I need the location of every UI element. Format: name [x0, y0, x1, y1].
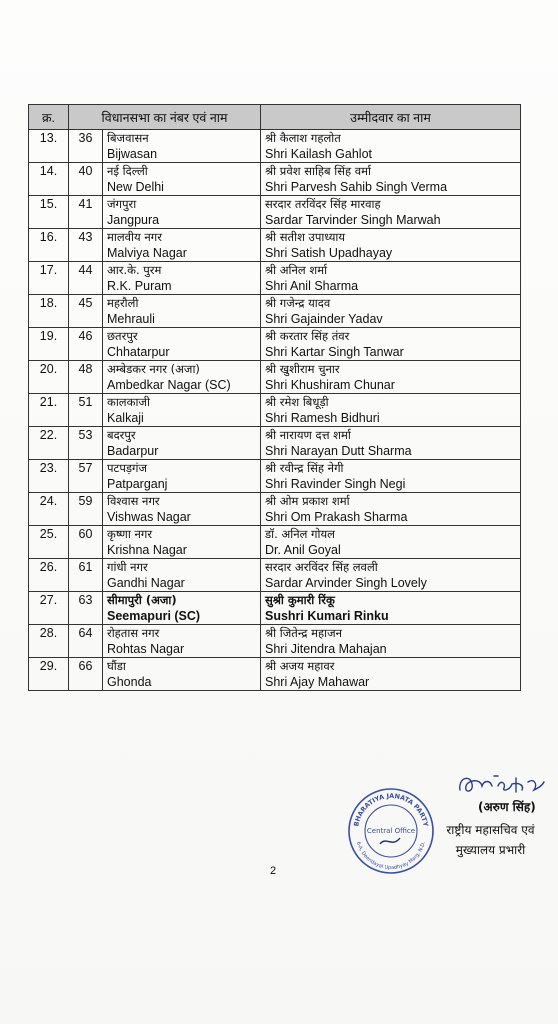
table-header-row [29, 105, 521, 130]
constituency-cell [103, 493, 261, 526]
serial-cell [29, 262, 69, 295]
constituency-name-english: Patparganj [107, 477, 168, 491]
serial-cell [29, 130, 69, 163]
serial-number: 26. [39, 560, 58, 574]
constituency-name-english: R.K. Puram [107, 279, 172, 293]
table-body [29, 130, 521, 691]
constituency-name-hindi: कृष्णा नगर [107, 527, 153, 541]
candidate-name-english: Shri Kartar Singh Tanwar [265, 345, 404, 359]
header-serial: क्र. [29, 105, 69, 130]
header-candidate: उम्मीदवार का नाम [261, 105, 521, 130]
candidate-name-english: Shri Khushiram Chunar [265, 378, 395, 392]
constituency-name-hindi: अम्बेडकर नगर (अजा) [107, 362, 200, 376]
constituency-cell [103, 658, 261, 691]
ac-number-cell [69, 526, 103, 559]
constituency-name-hindi: छतरपुर [107, 329, 138, 343]
serial-cell [29, 196, 69, 229]
table-row [29, 592, 521, 625]
ac-number-cell [69, 229, 103, 262]
candidate-cell [261, 295, 521, 328]
constituency-name-hindi: नई दिल्ली [107, 164, 148, 178]
candidate-name-hindi: सुश्री कुमारी रिंकू [265, 593, 335, 607]
candidate-cell [261, 592, 521, 625]
serial-cell [29, 493, 69, 526]
serial-number: 14. [39, 164, 58, 178]
candidate-name-hindi: श्री जितेन्द्र महाजन [265, 626, 343, 640]
constituency-cell [103, 427, 261, 460]
candidate-name-english: Shri Ajay Mahawar [265, 675, 370, 689]
candidate-cell [261, 493, 521, 526]
constituency-name-hindi: मालवीय नगर [107, 230, 162, 244]
constituency-cell [103, 625, 261, 658]
stamp-center-text: Central Office [366, 827, 416, 835]
constituency-cell [103, 229, 261, 262]
ac-number: 61 [78, 560, 93, 574]
constituency-cell [103, 262, 261, 295]
serial-number: 15. [39, 197, 58, 211]
constituency-name-english: Rohtas Nagar [107, 642, 185, 656]
constituency-name-english: Badarpur [107, 444, 159, 458]
ac-number-cell [69, 559, 103, 592]
serial-cell [29, 295, 69, 328]
table-row [29, 262, 521, 295]
candidate-name-english: Sardar Arvinder Singh Lovely [265, 576, 427, 590]
candidate-name-hindi: डॉ. अनिल गोयल [265, 527, 335, 541]
candidate-cell [261, 130, 521, 163]
candidate-name-hindi: श्री अजय महावर [265, 659, 335, 673]
constituency-name-english: Vishwas Nagar [107, 510, 191, 524]
serial-number: 21. [39, 395, 58, 409]
table-row [29, 295, 521, 328]
candidate-name-hindi: सरदार अरविंदर सिंह लवली [265, 560, 378, 574]
ac-number-cell [69, 427, 103, 460]
ac-number: 66 [78, 659, 93, 673]
ac-number: 63 [78, 593, 93, 607]
candidate-name-english: Shri Jitendra Mahajan [265, 642, 387, 656]
table-row [29, 559, 521, 592]
candidate-name-english: Shri Ravinder Singh Negi [265, 477, 406, 491]
party-office-stamp [346, 786, 436, 876]
ac-number-cell [69, 592, 103, 625]
serial-cell [29, 658, 69, 691]
table-row [29, 493, 521, 526]
candidate-name-english: Shri Kailash Gahlot [265, 147, 373, 161]
serial-cell [29, 163, 69, 196]
serial-number: 19. [39, 329, 58, 343]
signature-scribble [454, 770, 549, 800]
ac-number: 60 [78, 527, 93, 541]
serial-cell [29, 229, 69, 262]
candidate-name-hindi: श्री रमेश बिधूड़ी [265, 395, 329, 409]
candidate-name-english: Shri Gajainder Yadav [265, 312, 383, 326]
constituency-cell [103, 163, 261, 196]
constituency-name-english: Ambedkar Nagar (SC) [107, 378, 231, 392]
candidate-cell [261, 328, 521, 361]
constituency-cell [103, 295, 261, 328]
candidate-name-hindi: श्री रवीन्द्र सिंह नेगी [265, 461, 344, 475]
serial-cell [29, 394, 69, 427]
constituency-name-hindi: बिजवासन [107, 131, 149, 145]
signatory-name: (अरुण सिंह) [478, 800, 536, 814]
ac-number-cell [69, 196, 103, 229]
constituency-name-english: Mehrauli [107, 312, 155, 326]
candidate-cell [261, 394, 521, 427]
serial-number: 23. [39, 461, 58, 475]
constituency-name-hindi: जंगपुरा [107, 197, 137, 211]
candidate-name-hindi: श्री सतीश उपाध्याय [265, 230, 346, 244]
candidate-cell [261, 658, 521, 691]
constituency-name-hindi: रोहतास नगर [107, 626, 160, 640]
table-row [29, 328, 521, 361]
constituency-name-hindi: आर.के. पुरम [107, 263, 162, 277]
candidate-name-english: Shri Om Prakash Sharma [265, 510, 408, 524]
serial-cell [29, 427, 69, 460]
candidate-name-english: Shri Narayan Dutt Sharma [265, 444, 412, 458]
constituency-cell [103, 460, 261, 493]
ac-number-cell [69, 361, 103, 394]
serial-number: 24. [39, 494, 58, 508]
table-row [29, 130, 521, 163]
ac-number: 57 [78, 461, 93, 475]
ac-number: 46 [78, 329, 93, 343]
ac-number: 48 [78, 362, 93, 376]
constituency-cell [103, 394, 261, 427]
constituency-cell [103, 196, 261, 229]
constituency-name-english: Krishna Nagar [107, 543, 187, 557]
candidate-cell [261, 526, 521, 559]
serial-cell [29, 625, 69, 658]
page-number: 2 [270, 865, 277, 877]
constituency-name-hindi: कालकाजी [107, 395, 150, 409]
serial-cell [29, 526, 69, 559]
constituency-cell [103, 130, 261, 163]
ac-number: 36 [78, 131, 93, 145]
ac-number: 64 [78, 626, 93, 640]
stamp-initials-mark [380, 838, 400, 844]
serial-number: 22. [39, 428, 58, 442]
serial-cell [29, 559, 69, 592]
table-row [29, 658, 521, 691]
ac-number: 41 [78, 197, 93, 211]
candidate-name-hindi: सरदार तरविंदर सिंह मारवाह [265, 197, 381, 211]
constituency-name-english: Kalkaji [107, 411, 144, 425]
candidate-cell [261, 625, 521, 658]
constituency-name-hindi: महरौली [107, 296, 139, 310]
candidate-name-english: Shri Satish Upadhayay [265, 246, 393, 260]
table-row [29, 427, 521, 460]
serial-cell [29, 460, 69, 493]
ac-number-cell [69, 394, 103, 427]
ac-number: 40 [78, 164, 93, 178]
serial-number: 16. [39, 230, 58, 244]
signatory-title [428, 820, 553, 860]
constituency-name-english: Bijwasan [107, 147, 158, 161]
constituency-name-english: Ghonda [107, 675, 152, 689]
candidate-name-hindi: श्री प्रवेश साहिब सिंह वर्मा [265, 164, 372, 178]
candidate-cell [261, 427, 521, 460]
ac-number-cell [69, 493, 103, 526]
candidate-name-hindi: श्री गजेन्द्र यादव [265, 296, 331, 310]
candidate-cell [261, 460, 521, 493]
serial-number: 13. [39, 131, 58, 145]
table-row [29, 625, 521, 658]
constituency-name-hindi: गांधी नगर [107, 560, 148, 574]
ac-number-cell [69, 460, 103, 493]
candidate-name-hindi: श्री अनिल शर्मा [265, 263, 328, 277]
stamp-address-text: 6-A, Deendayal Upadhyay Marg, N.D. [354, 840, 428, 872]
serial-cell [29, 361, 69, 394]
ac-number: 43 [78, 230, 93, 244]
serial-number: 29. [39, 659, 58, 673]
serial-number: 20. [39, 362, 58, 376]
table-row [29, 361, 521, 394]
constituency-name-hindi: पटपड़गंज [107, 461, 148, 475]
candidate-cell [261, 163, 521, 196]
constituency-cell [103, 592, 261, 625]
candidate-name-hindi: श्री नारायण दत्त शर्मा [265, 428, 351, 442]
header-constituency: विधानसभा का नंबर एवं नाम [69, 105, 261, 130]
candidate-cell [261, 559, 521, 592]
ac-number: 59 [78, 494, 93, 508]
ac-number: 53 [78, 428, 93, 442]
signatory-title-line1: राष्ट्रीय महासचिव एवं [446, 823, 535, 837]
ac-number: 45 [78, 296, 93, 310]
ac-number-cell [69, 163, 103, 196]
constituency-cell [103, 328, 261, 361]
constituency-name-hindi: सीमापुरी (अजा) [107, 593, 177, 607]
constituency-name-english: Jangpura [107, 213, 160, 227]
candidate-name-english: Sushri Kumari Rinku [265, 609, 389, 623]
table-row [29, 460, 521, 493]
table-row [29, 526, 521, 559]
constituency-name-english: Seemapuri (SC) [107, 609, 201, 623]
constituency-name-hindi: घौंडा [107, 659, 126, 673]
candidate-name-english: Shri Ramesh Bidhuri [265, 411, 380, 425]
svg-text:BHARATIYA JANATA PARTY [352, 792, 429, 827]
signatory-title-line2: मुख्यालय प्रभारी [455, 843, 526, 857]
table-row [29, 394, 521, 427]
table-row [29, 229, 521, 262]
constituency-cell [103, 526, 261, 559]
ac-number-cell [69, 130, 103, 163]
candidate-name-english: Dr. Anil Goyal [265, 543, 341, 557]
candidate-name-hindi: श्री खुशीराम चुनार [265, 362, 340, 376]
ac-number-cell [69, 295, 103, 328]
serial-number: 25. [39, 527, 58, 541]
stamp-ring-text: BHARATIYA JANATA PARTY [352, 791, 430, 828]
svg-text:6-A, Deendayal Upadhyay Marg, [355, 841, 427, 871]
candidate-cell [261, 229, 521, 262]
candidate-cell [261, 361, 521, 394]
serial-number: 17. [39, 263, 58, 277]
candidate-name-hindi: श्री कैलाश गहलोत [265, 131, 341, 145]
constituency-name-english: Gandhi Nagar [107, 576, 185, 590]
constituency-name-english: Malviya Nagar [107, 246, 187, 260]
ac-number-cell [69, 262, 103, 295]
table-row [29, 196, 521, 229]
serial-number: 18. [39, 296, 58, 310]
ac-number-cell [69, 625, 103, 658]
candidate-name-english: Sardar Tarvinder Singh Marwah [265, 213, 441, 227]
ac-number: 51 [78, 395, 93, 409]
ac-number-cell [69, 328, 103, 361]
constituency-name-english: Chhatarpur [107, 345, 170, 359]
constituency-name-hindi: विश्वास नगर [107, 494, 160, 508]
ac-number: 44 [78, 263, 93, 277]
serial-number: 28. [39, 626, 58, 640]
candidate-cell [261, 262, 521, 295]
candidate-name-hindi: श्री करतार सिंह तंवर [265, 329, 350, 343]
constituency-name-hindi: बदरपुर [107, 428, 136, 442]
constituency-cell [103, 361, 261, 394]
candidate-name-english: Shri Parvesh Sahib Singh Verma [265, 180, 448, 194]
serial-cell [29, 592, 69, 625]
candidate-table [28, 104, 521, 691]
candidate-name-english: Shri Anil Sharma [265, 279, 359, 293]
constituency-name-english: New Delhi [107, 180, 164, 194]
serial-number: 27. [39, 593, 58, 607]
table-row [29, 163, 521, 196]
serial-cell [29, 328, 69, 361]
candidate-name-hindi: श्री ओम प्रकाश शर्मा [265, 494, 350, 508]
constituency-cell [103, 559, 261, 592]
candidate-cell [261, 196, 521, 229]
ac-number-cell [69, 658, 103, 691]
